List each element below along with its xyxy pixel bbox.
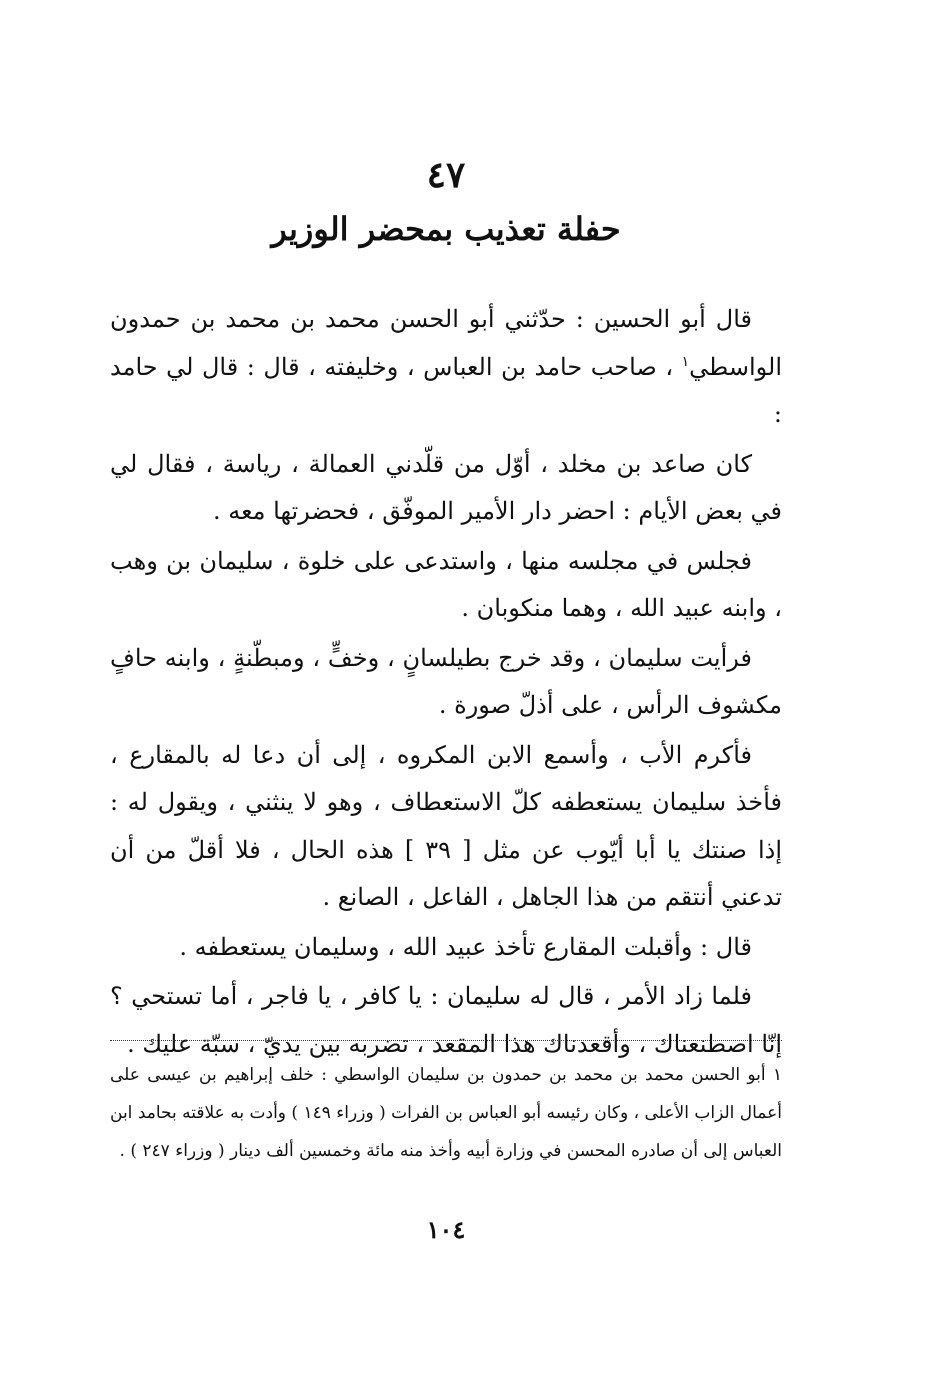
body-text — [110, 296, 782, 1070]
chapter-number: ٤٧ — [426, 154, 466, 196]
paragraph-1 — [110, 296, 782, 439]
paragraph-2: كان صاعد بن مخلد ، أوّل من قلّدني العمالة ، رياسة ، فقال لي في بعض الأيام : احضر دار الأمير الموفّق ، فحضرتها معه . — [110, 449, 782, 525]
paragraph-1-text: قال أبو الحسين : حدّثني أبو الحسن محمد بن محمد بن حمدون الواسطي — [110, 305, 782, 381]
footnote-divider — [110, 1040, 782, 1041]
footnote: ١ أبو الحسن محمد بن محمد بن حمدون بن سليمان الواسطي : خلف إبراهيم بن عيسى على أعمال الزاب الأعلى ، وكان رئيسه أبو العباس بن الفرات ( وزراء ١٤٩ ) وأدت به علاقته بحامد ابن العباس إلى أن صادره المحسن في وزارة أبيه وأخذ منه مائة وخمسين ألف دينار ( وزراء ٢٤٧ ) . — [110, 1065, 782, 1161]
paragraph-7: فلما زاد الأمر ، قال له سليمان : يا كافر ، يا فاجر ، أما تستحي ؟ إنّا اصطنعناك ، وأقعدناك هذا المقعد ، تضربه بين يديّ ، سبّة عليك . — [110, 982, 782, 1058]
footnote-reference: ١ — [681, 353, 690, 370]
paragraph-4: فرأيت سليمان ، وقد خرج بطيلسانٍ ، وخفٍّ ، ومبطّنةٍ ، وابنه حافٍ مكشوف الرأس ، على أذلّ صورة . — [110, 643, 782, 719]
book-page — [110, 0, 782, 1380]
page-number: ١٠٤ — [426, 1215, 466, 1244]
paragraph-6: قال : وأقبلت المقارع تأخذ عبيد الله ، وسليمان يستعطفه . — [179, 932, 752, 961]
paragraph-3: فجلس في مجلسه منها ، واستدعى على خلوة ، سليمان بن وهب ، وابنه عبيد الله ، وهما منكوبان . — [110, 546, 782, 622]
paragraph-1-text-after: ، صاحب حامد بن العباس ، وخليفته ، قال : قال لي حامد : — [110, 352, 782, 428]
paragraph-5: فأكرم الأب ، وأسمع الابن المكروه ، إلى أن دعا له بالمقارع ، فأخذ سليمان يستعطفه كلّ الاستعطاف ، وهو لا ينثني ، ويقول له : إذا صنتك يا أبا أيّوب عن مثل [ ٣٩ ] هذه الحال ، فلا أقلّ من أن تدعني أنتقم من هذا الجاهل ، الفاعل ، الصانع . — [110, 740, 782, 911]
chapter-title: حفلة تعذيب بمحضر الوزير — [271, 210, 621, 248]
